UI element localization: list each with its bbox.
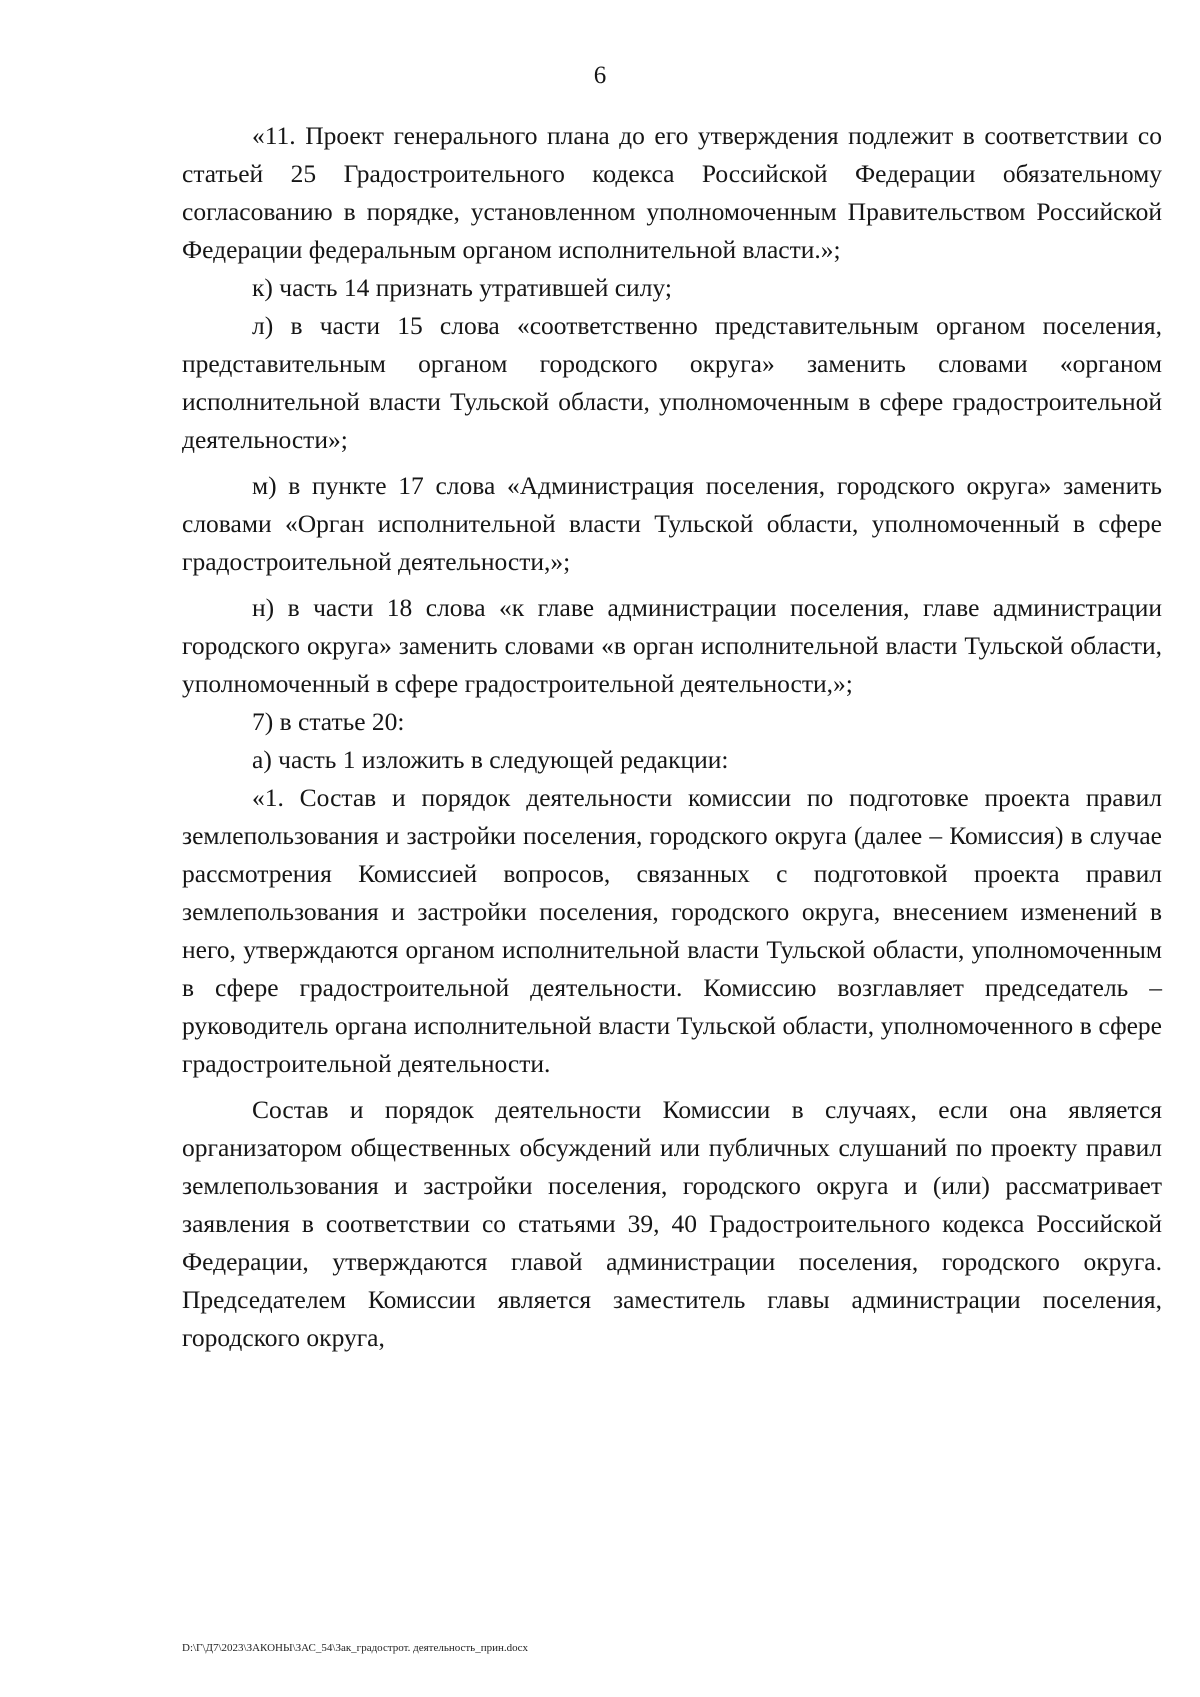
document-body [182, 117, 1162, 1357]
paragraph-commission: Состав и порядок деятельности Комиссии в случаях, если она является организатором общественных обсуждений или публичных слушаний по проекту правил землепользования и застройки поселения, городского округа и (или) рассматривает заявления в соответствии со статьями 39, 40 Градостроительного кодекса Российской Федерации, утверждаются главой администрации поселения, городского округа. Председателем Комиссии является заместитель главы администрации поселения, городского округа, [182, 1095, 1162, 1352]
paragraph-part-1: «1. Состав и порядок деятельности комиссии по подготовке проекта правил землепользования и застройки поселения, городского округа (далее – Комиссия) в случае рассмотрения Комиссией вопросов, связанных с подготовкой проекта правил землепользования и застройки поселения, городского округа, внесением изменений в него, утверждаются органом исполнительной власти Тульской области, уполномоченным в сфере градостроительной деятельности. Комиссию возглавляет председатель – руководитель органа исполнительной власти Тульской области, уполномоченного в сфере градостроительной деятельности. [182, 783, 1162, 1078]
file-path-footer: D:\Г\Д7\2023\ЗАКОНЫ\ЗАС_54\Зак_градострот. деятельность_прин.docx [182, 1642, 528, 1654]
paragraph-item-n: н) в части 18 слова «к главе администрации поселения, главе администрации городского округа» заменить словами «в орган исполнительной власти Тульской области, уполномоченный в сфере градостроительной деятельности,»; [182, 593, 1162, 698]
paragraph-item-a: а) часть 1 изложить в следующей редакции: [252, 745, 729, 774]
paragraph-article-20: 7) в статье 20: [252, 707, 405, 736]
page-number: 6 [593, 62, 607, 89]
paragraph-item-l: л) в части 15 слова «соответственно представительным органом поселения, представительным органом городского округа» заменить словами «органом исполнительной власти Тульской области, уполномоченным в сфере градостроительной деятельности»; [182, 311, 1162, 454]
paragraph-item-11: «11. Проект генерального плана до его утверждения подлежит в соответствии со статьей 25 Градостроительного кодекса Российской Федерации обязательному согласованию в порядке, установленном уполномоченным Правительством Российской Федерации федеральным органом исполнительной власти.»; [182, 121, 1162, 264]
paragraph-item-k: к) часть 14 признать утратившей силу; [252, 273, 672, 302]
paragraph-item-m: м) в пункте 17 слова «Администрация поселения, городского округа» заменить словами «Орган исполнительной власти Тульской области, уполномоченный в сфере градостроительной деятельности,»; [182, 471, 1162, 576]
